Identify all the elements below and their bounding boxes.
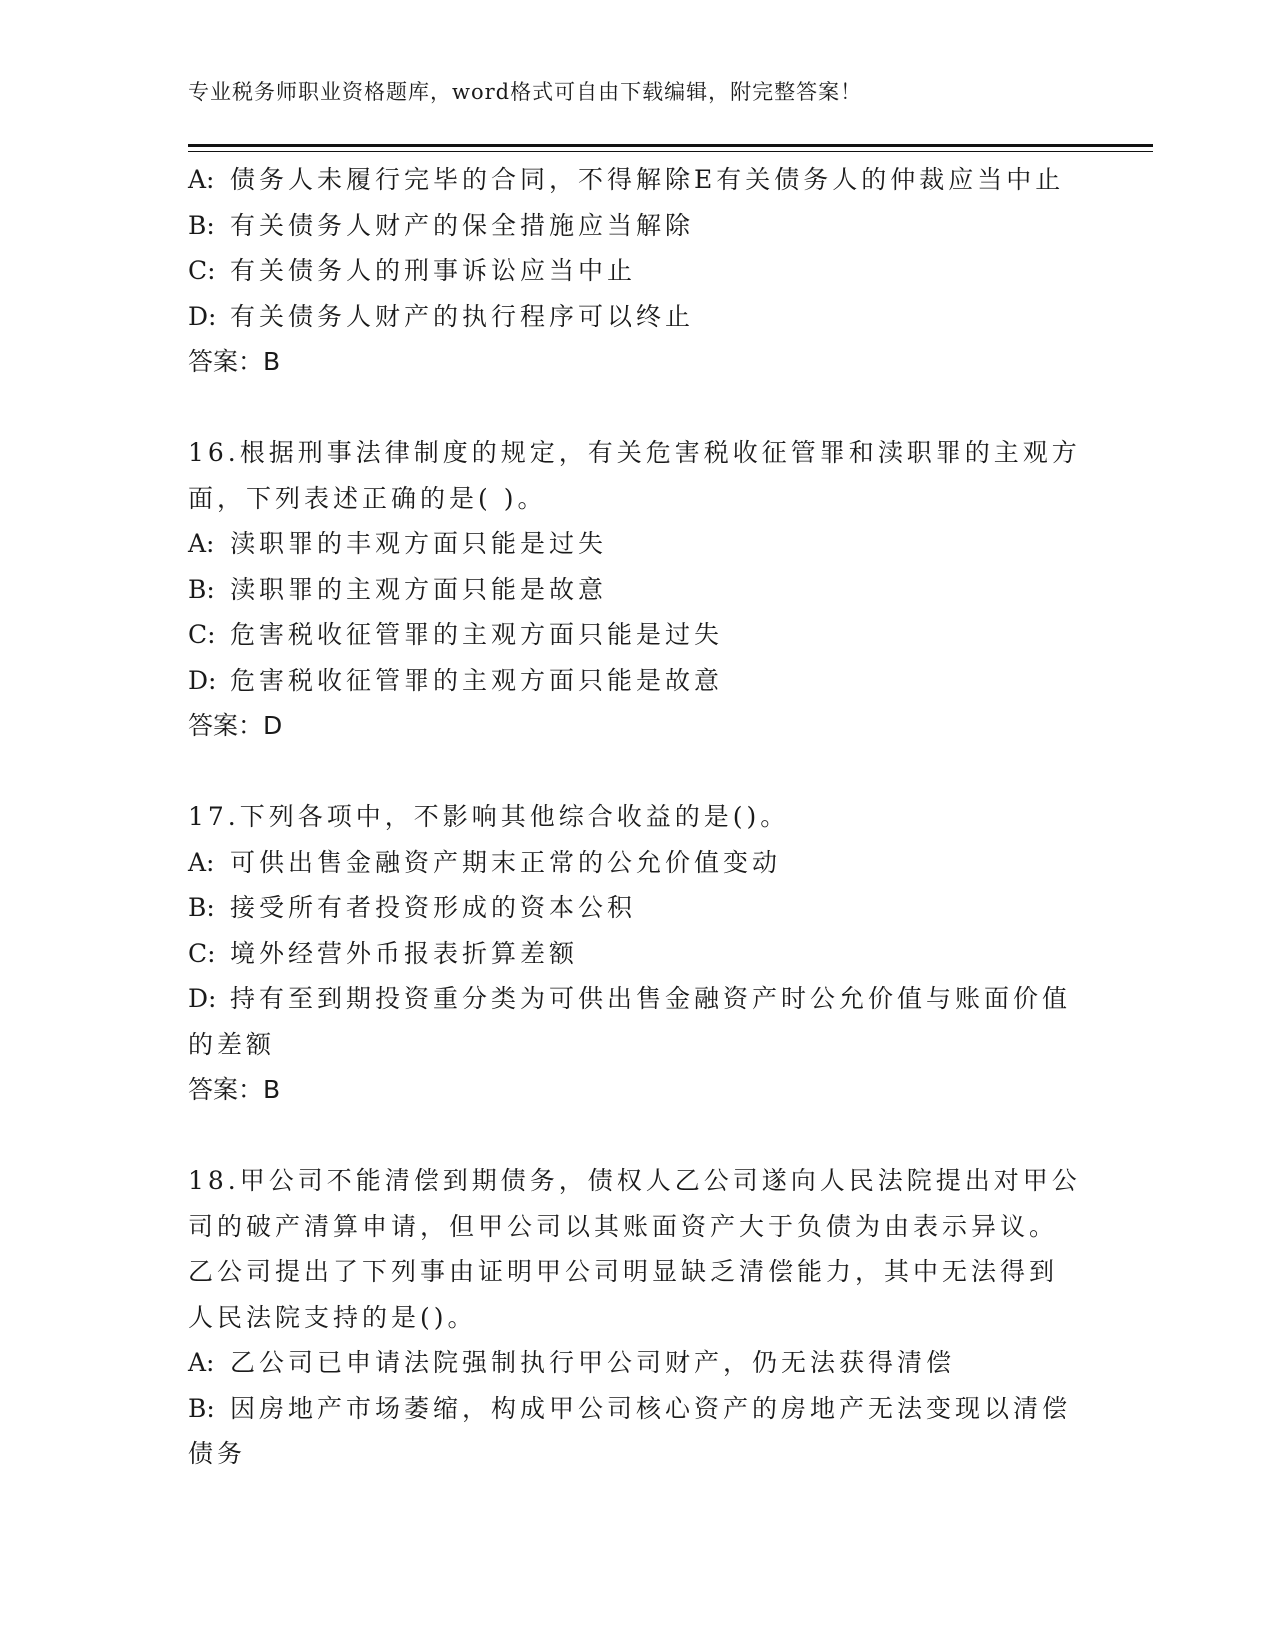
option-d [188,658,1088,704]
option-c [188,612,1088,658]
answer-line: 答案：B [188,1075,281,1104]
option-d [188,976,1088,1022]
question-stem: 16.根据刑事法律制度的规定，有关危害税收征管罪和渎职罪的主观方 [188,438,1081,467]
page-header-text: 专业税务师职业资格题库，word格式可自由下载编辑，附完整答案！ [188,80,863,104]
option-a [188,157,1088,203]
option-letter: A: [188,529,215,558]
header-rule-thin [188,151,1153,152]
question-17 [188,794,1088,1113]
answer-line: 答案：B [188,347,281,376]
question-stem: 司的破产清算申请，但甲公司以其账面资产大于负债为由表示异议。 [188,1211,1059,1241]
spacer [188,385,1088,431]
option-text: 接受所有者投资形成的资本公积 [230,893,637,922]
option-d-continued: 的差额 [188,1029,276,1059]
question-16 [188,430,1088,749]
option-text: 债务人未履行完毕的合同，不得解除E有关债务人的仲裁应当中止 [230,165,1065,194]
option-a [188,1340,1088,1386]
question-stem: 人民法院支持的是()。 [188,1302,477,1332]
document-content [188,157,1088,1477]
option-text: 有关债务人财产的执行程序可以终止 [230,301,695,331]
question-stem: 17.下列各项中，不影响其他综合收益的是()。 [188,802,790,831]
option-text: 可供出售金融资产期末正常的公允价值变动 [230,847,782,877]
option-letter: B: [188,574,215,604]
question-stem: 面，下列表述正确的是( )。 [188,483,547,513]
option-text: 境外经营外币报表折算差额 [230,938,579,968]
question-stem: 18.甲公司不能清偿到期债务，债权人乙公司遂向人民法院提出对甲公 [188,1166,1081,1195]
option-b [188,885,1088,931]
option-letter: B: [188,893,215,922]
option-text: 有关债务人的刑事诉讼应当中止 [230,256,637,285]
question-stem: 乙公司提出了下列事由证明甲公司明显缺乏清偿能力，其中无法得到 [188,1257,1059,1286]
option-a [188,840,1088,886]
question-18 [188,1158,1088,1477]
option-b [188,1386,1088,1432]
option-text: 持有至到期投资重分类为可供出售金融资产时公允价值与账面价值 [230,984,1072,1013]
answer-line: 答案：D [188,711,283,740]
option-letter: C: [188,938,216,968]
option-text: 危害税收征管罪的主观方面只能是故意 [230,665,724,695]
option-d [188,294,1088,340]
option-letter: D: [188,301,217,331]
option-c [188,248,1088,294]
option-text: 因房地产市场萎缩，构成甲公司核心资产的房地产无法变现以清偿 [230,1393,1072,1423]
option-letter: D: [188,665,217,695]
option-b [188,203,1088,249]
option-letter: C: [188,620,216,649]
question-15-continued [188,157,1088,385]
option-letter: C: [188,256,216,285]
option-b [188,567,1088,613]
option-letter: B: [188,1393,215,1423]
option-letter: A: [188,847,215,877]
option-text: 有关债务人财产的保全措施应当解除 [230,210,695,240]
option-letter: D: [188,984,217,1013]
option-c [188,931,1088,977]
spacer [188,749,1088,795]
option-letter: A: [188,165,215,194]
header-rule-thick [188,144,1153,147]
option-text: 危害税收征管罪的主观方面只能是过失 [230,620,724,649]
option-a [188,521,1088,567]
option-text: 乙公司已申请法院强制执行甲公司财产，仍无法获得清偿 [230,1348,956,1377]
option-letter: B: [188,210,215,240]
option-text: 渎职罪的丰观方面只能是过失 [230,529,608,558]
option-text: 渎职罪的主观方面只能是故意 [230,574,608,604]
option-b-continued: 债务 [188,1439,247,1468]
spacer [188,1113,1088,1159]
option-letter: A: [188,1348,215,1377]
